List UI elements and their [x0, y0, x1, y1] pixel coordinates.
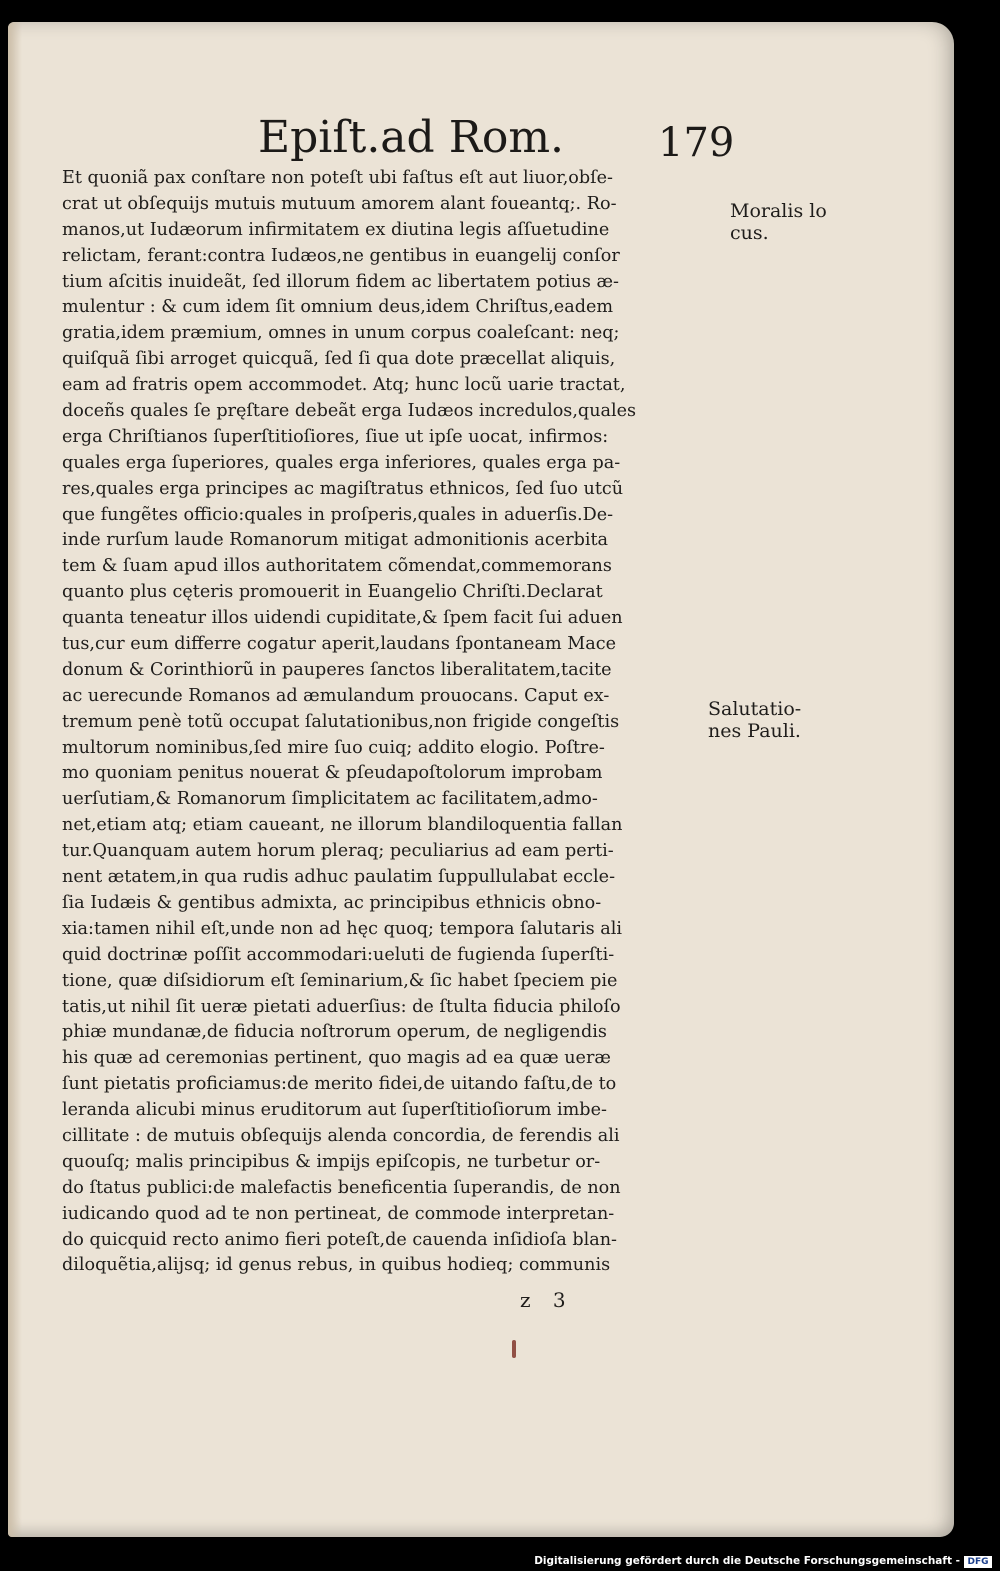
text-line: xia:tamen nihil eſt,unde non ad hęc quoq; tempora ſalutaris ali	[62, 918, 622, 939]
text-line: uerſutiam,& Romanorum ſimplicitatem ac facilitatem,admo-	[62, 789, 598, 810]
text-line: his quæ ad ceremonias pertinent, quo magis ad ea quæ ueræ	[62, 1048, 611, 1069]
text-line: tus,cur eum differre cogatur aperit,laudans ſpontaneam Mace	[62, 634, 617, 655]
text-line: quanto plus cęteris promouerit in Euangelio Chriſti.Declarat	[62, 582, 603, 603]
text-line: phiæ mundanæ,de fiducia noſtrorum operum, de negligendis	[62, 1022, 607, 1043]
page-gutter-shadow	[8, 22, 22, 1537]
text-line: res,quales erga principes ac magiſtratus ethnicos, ſed ſuo utcũ	[62, 478, 624, 499]
marginal-note-salutationes-pauli	[708, 698, 801, 742]
text-line: eam ad fratris opem accommodet. Atq; hunc locũ uarie tractat,	[62, 375, 626, 396]
text-line: diloquẽtia,alijsq; id genus rebus, in quibus hodieq; communis	[62, 1255, 611, 1276]
text-line: gratia,idem præmium, omnes in unum corpus coaleſcant: neq;	[62, 323, 620, 344]
text-line: cillitate : de mutuis obſequijs alenda concordia, de ferendis ali	[62, 1125, 620, 1146]
text-line: crat ut obſequijs mutuis mutuum amorem alant foueantq;. Ro-	[62, 193, 617, 214]
text-line: quales erga ſuperiores, quales erga inferiores, quales erga pa-	[62, 452, 621, 473]
text-line: Et quoniã pax conſtare non poteſt ubi faſtus eſt aut liuor,obſe-	[62, 168, 614, 188]
text-line: leranda alicubi minus eruditorum aut ſuperſtitioſiorum imbe-	[62, 1100, 607, 1121]
dfg-logo: DFG	[964, 1556, 992, 1568]
text-line: quiſquã ſibi arroget quicquã, ſed ſi qua dote præcellat aliquis,	[62, 349, 616, 370]
signature-mark: z 3	[520, 1288, 574, 1312]
text-line: tium aſcitis inuideãt, ſed illorum fidem ac libertatem potius æ-	[62, 271, 619, 292]
text-line: mulentur : & cum idem ſit omnium deus,idem Chriſtus,eadem	[62, 297, 614, 318]
digitization-credit: Digitalisierung gefördert durch die Deutsche Forschungsgemeinschaft -	[534, 1555, 960, 1567]
text-line: manos,ut Iudæorum infirmitatem ex diutina legis aſſuetudine	[62, 219, 610, 240]
text-line: net,etiam atq; etiam caueant, ne illorum blandiloquentia fallan	[62, 815, 623, 836]
text-line: tur.Quanquam autem horum pleraq; peculiarius ad eam perti-	[62, 841, 614, 862]
text-line: donum & Corinthiorũ in pauperes ſanctos liberalitatem,tacite	[62, 659, 612, 680]
text-line: ſunt pietatis proficiamus:de merito fidei,de uitando faſtu,de to	[62, 1074, 617, 1095]
text-line: tatis,ut nihil ſit ueræ pietati aduerſius: de ſtulta fiducia philoſo	[62, 996, 621, 1017]
text-line: tem & ſuam apud illos authoritatem cõmendat,commemorans	[62, 556, 612, 577]
text-line: tione, quæ diſsidiorum eſt ſeminarium,& ſic habet ſpeciem pie	[62, 970, 618, 991]
text-line: quid doctrinæ poſſit accommodari:ueluti de fugienda ſuperſti-	[62, 944, 615, 965]
running-head: Epiſt.ad Rom.	[258, 112, 565, 163]
text-line: doceñs quales ſe pręſtare debeãt erga Iudæos incredulos,quales	[62, 401, 637, 422]
text-line: iudicando quod ad te non pertineat, de commode interpretan-	[62, 1203, 615, 1224]
text-line: do ſtatus publici:de malefactis beneficentia ſuperandis, de non	[62, 1177, 621, 1198]
page-number: 179	[658, 120, 735, 166]
text-line: que fungẽtes officio:quales in proſperis,quales in aduerſis.De-	[62, 504, 614, 525]
text-line: nent ætatem,in qua rudis adhuc paulatim ſuppullulabat eccle-	[62, 867, 616, 888]
text-line: quanta teneatur illos uidendi cupiditate,& ſpem facit ſui aduen	[62, 608, 623, 629]
text-line: relictam, ferant:contra Iudæos,ne gentibus in euangelij conſor	[62, 245, 620, 266]
marginal-note-line: cus.	[730, 222, 769, 244]
text-line: erga Chriſtianos ſuperſtitioſiores, ſiue ut ipſe uocat, infirmos:	[62, 426, 609, 447]
text-line: tremum penè totũ occupat ſalutationibus,non frigide congeſtis	[62, 711, 620, 732]
text-line: ſia Iudæis & gentibus admixta, ac principibus ethnicis obno-	[62, 892, 602, 913]
marginal-note-line: Salutatio-	[708, 698, 802, 720]
marginal-note-moralis-locus	[730, 200, 827, 244]
text-line: do quicquid recto animo fieri poteſt,de cauenda inſidioſa blan-	[62, 1229, 617, 1250]
ink-stain	[512, 1340, 516, 1358]
text-line: ac uerecunde Romanos ad æmulandum prouocans. Caput ex-	[62, 685, 610, 706]
text-line: multorum nominibus,ſed mire ſuo cuiq; addito elogio. Poſtre-	[62, 737, 605, 758]
text-line: mo quoniam penitus nouerat & pſeudapoſtolorum improbam	[62, 763, 603, 784]
text-line: quouſq; malis principibus & impijs epiſcopis, ne turbetur or-	[62, 1151, 601, 1172]
body-text	[62, 166, 712, 1279]
text-line: inde rurſum laude Romanorum mitigat admonitionis acerbita	[62, 530, 609, 551]
marginal-note-line: nes Pauli.	[708, 720, 801, 742]
marginal-note-line: Moralis lo	[730, 200, 827, 222]
